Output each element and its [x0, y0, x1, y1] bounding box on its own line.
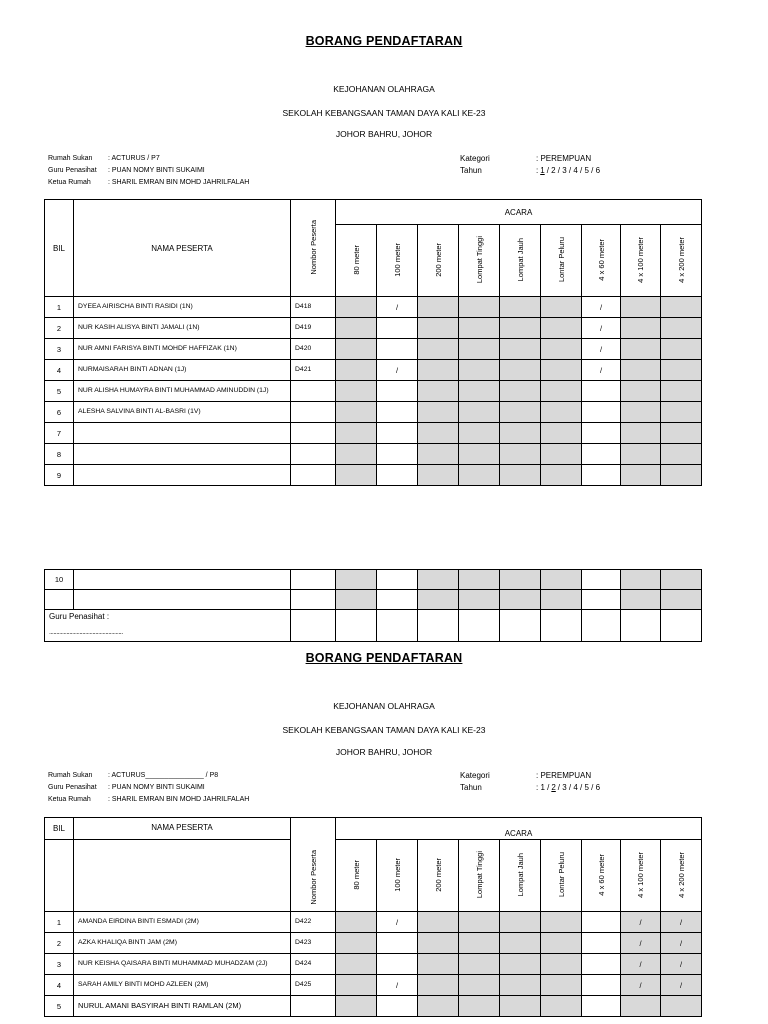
- event-mark-cell: [377, 570, 418, 590]
- event-mark-cell: [661, 444, 702, 465]
- event-header: 200 meter: [418, 840, 459, 912]
- event-header: Lompat Jauh: [500, 225, 541, 297]
- form1-ketua-row: [48, 179, 249, 186]
- continuation-rows: [45, 570, 702, 610]
- bil-cell: 1: [45, 297, 74, 318]
- form1-school-name: SEKOLAH KEBANGSAAN TAMAN DAYA KALI KE-23: [282, 108, 486, 118]
- form2-ketua-row: [48, 796, 249, 803]
- event-mark-cell: [418, 360, 459, 381]
- form1-kategori-row: [460, 154, 591, 163]
- event-header-row: [45, 840, 702, 912]
- table-row: [45, 570, 702, 590]
- event-mark-cell: [661, 381, 702, 402]
- event-header: 80 meter: [336, 225, 377, 297]
- event-mark-cell: /: [621, 975, 661, 996]
- event-mark-cell: [418, 933, 459, 954]
- kategori-value: : PEREMPUAN: [536, 154, 592, 163]
- event-mark-cell: [621, 339, 661, 360]
- nombor-cell: [291, 444, 336, 465]
- event-mark-cell: [336, 318, 377, 339]
- event-mark-cell: [418, 444, 459, 465]
- event-mark-cell: [541, 590, 582, 610]
- tahun-prefix: : 1 /: [536, 783, 550, 792]
- event-header: Lontar Peluru: [541, 840, 582, 912]
- event-mark-cell: [418, 954, 459, 975]
- nama-header: NAMA PESERTA: [74, 200, 291, 297]
- table-row: [45, 381, 702, 402]
- event-mark-cell: [661, 297, 702, 318]
- nama-cell: AZKA KHALIQA BINTI JAM (2M): [74, 933, 291, 954]
- table-row: [45, 318, 702, 339]
- event-mark-cell: [621, 996, 661, 1017]
- nama-cell: ALESHA SALVINA BINTI AL-BASRI (1V): [74, 402, 291, 423]
- event-mark-cell: /: [661, 975, 702, 996]
- event-mark-cell: [541, 954, 582, 975]
- tahun-label: Tahun: [460, 783, 482, 792]
- event-mark-cell: [582, 933, 621, 954]
- event-mark-cell: [418, 465, 459, 486]
- event-mark-cell: [541, 975, 582, 996]
- form1-tahun-row: [460, 166, 600, 175]
- nombor-cell: [291, 465, 336, 486]
- event-mark-cell: [459, 465, 500, 486]
- event-mark-cell: [582, 381, 621, 402]
- nama-cell: NUR KASIH ALISYA BINTI JAMALI (1N): [74, 318, 291, 339]
- event-mark-cell: /: [582, 339, 621, 360]
- event-mark-cell: [541, 912, 582, 933]
- event-mark-cell: [459, 912, 500, 933]
- event-mark-cell: /: [582, 360, 621, 381]
- event-mark-cell: [661, 590, 702, 610]
- event-mark-cell: [541, 996, 582, 1017]
- table-row: [45, 996, 702, 1017]
- form2-rumah-row: [48, 772, 218, 779]
- bil-cell: 4: [45, 360, 74, 381]
- event-mark-cell: [541, 444, 582, 465]
- event-mark-cell: [418, 297, 459, 318]
- nama-cell: [74, 590, 291, 610]
- table-row: [45, 975, 702, 996]
- event-mark-cell: /: [582, 318, 621, 339]
- kategori-label: Kategori: [460, 771, 490, 780]
- event-header: 4 x 60 meter: [582, 840, 621, 912]
- ketua-label: Ketua Rumah: [48, 179, 91, 186]
- event-mark-cell: [377, 444, 418, 465]
- event-mark-cell: [459, 975, 500, 996]
- bil-cell: 10: [45, 570, 74, 590]
- form2-guru-row: [48, 784, 205, 791]
- nombor-cell: D419: [291, 318, 336, 339]
- event-mark-cell: [661, 360, 702, 381]
- guru-sign-line: ...................................................: [49, 629, 123, 636]
- event-header: Lompat Jauh: [500, 840, 541, 912]
- event-mark-cell: [661, 570, 702, 590]
- event-mark-cell: /: [661, 933, 702, 954]
- event-mark-cell: [459, 423, 500, 444]
- nombor-cell: [291, 570, 336, 590]
- form1-continuation-table: [44, 569, 702, 642]
- event-mark-cell: [621, 465, 661, 486]
- tahun-rest: / 3 / 4 / 5 / 6: [557, 783, 601, 792]
- guru-label: Guru Penasihat: [48, 167, 97, 174]
- event-mark-cell: [336, 339, 377, 360]
- nombor-cell: [291, 381, 336, 402]
- event-mark-cell: [621, 297, 661, 318]
- event-mark-cell: [541, 423, 582, 444]
- event-mark-cell: [582, 590, 621, 610]
- bil-cell: 9: [45, 465, 74, 486]
- event-mark-cell: [500, 465, 541, 486]
- form2-rows: [45, 912, 702, 1017]
- form2-tahun-row: [460, 783, 600, 792]
- event-mark-cell: [377, 339, 418, 360]
- form2-school-name: SEKOLAH KEBANGSAAN TAMAN DAYA KALI KE-23: [282, 725, 486, 735]
- rumah-value: : ACTURUS_______________ / P8: [108, 772, 219, 779]
- nombor-header: Nombor Peserta: [291, 818, 336, 912]
- rumah-value: : ACTURUS / P7: [108, 155, 160, 162]
- guru-value: : PUAN NOMY BINTI SUKAIMI: [108, 784, 205, 791]
- nombor-cell: D424: [291, 954, 336, 975]
- form1-title: BORANG PENDAFTARAN: [305, 34, 463, 48]
- event-mark-cell: [661, 465, 702, 486]
- nombor-cell: [291, 402, 336, 423]
- event-header: 200 meter: [418, 225, 459, 297]
- form2-table: [44, 817, 702, 1017]
- nama-cell: NURUL AMANI BASYIRAH BINTI RAMLAN (2M): [74, 996, 291, 1017]
- event-mark-cell: [377, 402, 418, 423]
- table-row: [45, 465, 702, 486]
- event-mark-cell: [541, 570, 582, 590]
- nombor-cell: [291, 423, 336, 444]
- event-mark-cell: [541, 933, 582, 954]
- event-mark-cell: [500, 402, 541, 423]
- event-mark-cell: [541, 360, 582, 381]
- event-mark-cell: [377, 954, 418, 975]
- event-mark-cell: /: [377, 912, 418, 933]
- event-mark-cell: [459, 590, 500, 610]
- event-mark-cell: [621, 590, 661, 610]
- bil-empty: [45, 840, 74, 912]
- event-mark-cell: [336, 590, 377, 610]
- event-mark-cell: /: [661, 954, 702, 975]
- event-mark-cell: [336, 975, 377, 996]
- nama-cell: SARAH AMILY BINTI MOHD AZLEEN (2M): [74, 975, 291, 996]
- event-mark-cell: /: [582, 297, 621, 318]
- event-mark-cell: [418, 590, 459, 610]
- nombor-cell: D418: [291, 297, 336, 318]
- event-mark-cell: [459, 996, 500, 1017]
- event-mark-cell: [541, 318, 582, 339]
- event-mark-cell: [459, 570, 500, 590]
- event-header: 4 x 100 meter: [621, 225, 661, 297]
- bil-cell: 7: [45, 423, 74, 444]
- event-mark-cell: [500, 423, 541, 444]
- event-mark-cell: [621, 570, 661, 590]
- bil-cell: 4: [45, 975, 74, 996]
- event-mark-cell: [336, 570, 377, 590]
- guru-value: : PUAN NOMY BINTI SUKAIMI: [108, 167, 205, 174]
- event-mark-cell: /: [377, 360, 418, 381]
- event-mark-cell: [500, 570, 541, 590]
- table-row: [45, 402, 702, 423]
- event-mark-cell: [621, 444, 661, 465]
- event-mark-cell: [459, 933, 500, 954]
- event-header: 4 x 200 meter: [661, 225, 702, 297]
- event-mark-cell: [418, 423, 459, 444]
- event-mark-cell: [377, 423, 418, 444]
- table-row: [45, 933, 702, 954]
- event-mark-cell: /: [621, 912, 661, 933]
- event-mark-cell: [418, 402, 459, 423]
- event-mark-cell: [418, 975, 459, 996]
- form2-event-name: KEJOHANAN OLAHRAGA: [333, 701, 435, 711]
- nombor-header: Nombor Peserta: [291, 200, 336, 297]
- event-mark-cell: [582, 465, 621, 486]
- nama-cell: NUR KEISHA QAISARA BINTI MUHAMMAD MUHADZAM (2J): [74, 954, 291, 975]
- event-header: 100 meter: [377, 840, 418, 912]
- event-mark-cell: [500, 590, 541, 610]
- event-mark-cell: [377, 590, 418, 610]
- event-mark-cell: [459, 339, 500, 360]
- nama-cell: AMANDA EIRDINA BINTI ESMADI (2M): [74, 912, 291, 933]
- nama-empty: [74, 840, 291, 912]
- event-mark-cell: [661, 339, 702, 360]
- form2-location: JOHOR BAHRU, JOHOR: [335, 747, 433, 757]
- event-mark-cell: [661, 996, 702, 1017]
- event-mark-cell: [500, 912, 541, 933]
- form1-rumah-row: [48, 155, 160, 162]
- event-mark-cell: [377, 318, 418, 339]
- guru-label: Guru Penasihat: [48, 784, 97, 791]
- event-mark-cell: [582, 954, 621, 975]
- event-mark-cell: [582, 444, 621, 465]
- acara-header: ACARA: [336, 818, 702, 840]
- event-mark-cell: [336, 402, 377, 423]
- event-mark-cell: [459, 360, 500, 381]
- event-mark-cell: [377, 933, 418, 954]
- tahun-label: Tahun: [460, 166, 482, 175]
- event-mark-cell: [582, 423, 621, 444]
- event-mark-cell: [541, 339, 582, 360]
- event-mark-cell: [621, 381, 661, 402]
- bil-cell: 5: [45, 996, 74, 1017]
- kategori-label: Kategori: [460, 154, 490, 163]
- event-mark-cell: [541, 402, 582, 423]
- event-mark-cell: [500, 360, 541, 381]
- event-mark-cell: [336, 381, 377, 402]
- event-mark-cell: [541, 381, 582, 402]
- event-mark-cell: [582, 570, 621, 590]
- event-mark-cell: [459, 381, 500, 402]
- event-mark-cell: [336, 996, 377, 1017]
- event-header: 80 meter: [336, 840, 377, 912]
- tahun-selected: 1: [540, 166, 545, 175]
- bil-cell: 6: [45, 402, 74, 423]
- bil-cell: [45, 590, 74, 610]
- event-mark-cell: [621, 360, 661, 381]
- event-mark-cell: [500, 297, 541, 318]
- ketua-label: Ketua Rumah: [48, 796, 91, 803]
- event-mark-cell: [336, 360, 377, 381]
- nombor-cell: D420: [291, 339, 336, 360]
- nama-cell: [74, 465, 291, 486]
- table-row: [45, 339, 702, 360]
- event-mark-cell: /: [377, 975, 418, 996]
- event-mark-cell: [661, 318, 702, 339]
- event-mark-cell: [500, 933, 541, 954]
- event-mark-cell: [336, 444, 377, 465]
- event-mark-cell: [621, 423, 661, 444]
- rumah-label: Rumah Sukan: [48, 155, 93, 162]
- event-mark-cell: [418, 996, 459, 1017]
- event-mark-cell: [418, 381, 459, 402]
- event-mark-cell: [500, 444, 541, 465]
- event-mark-cell: [500, 318, 541, 339]
- event-mark-cell: [459, 297, 500, 318]
- guru-sign-cell: [45, 610, 291, 642]
- event-mark-cell: [459, 954, 500, 975]
- event-mark-cell: [377, 381, 418, 402]
- event-mark-cell: [459, 318, 500, 339]
- event-mark-cell: [541, 465, 582, 486]
- nombor-cell: [291, 996, 336, 1017]
- kategori-value: : PEREMPUAN: [536, 771, 592, 780]
- form1-table: [44, 199, 702, 486]
- nombor-cell: [291, 590, 336, 610]
- nombor-cell: D421: [291, 360, 336, 381]
- table-row: [45, 912, 702, 933]
- table-row: [45, 444, 702, 465]
- ketua-value: : SHARIL EMRAN BIN MOHD JAHRILFALAH: [108, 796, 250, 803]
- event-mark-cell: [418, 912, 459, 933]
- event-mark-cell: [336, 954, 377, 975]
- nombor-cell: D423: [291, 933, 336, 954]
- bil-cell: 3: [45, 339, 74, 360]
- event-mark-cell: [336, 423, 377, 444]
- event-mark-cell: /: [377, 297, 418, 318]
- event-mark-cell: [377, 465, 418, 486]
- event-mark-cell: [500, 339, 541, 360]
- event-header: Lontar Peluru: [541, 225, 582, 297]
- table-row: [45, 297, 702, 318]
- tahun-selected: 2: [551, 783, 556, 792]
- nama-cell: DYEEA AIRISCHA BINTI RASIDI (1N): [74, 297, 291, 318]
- event-mark-cell: [418, 570, 459, 590]
- bil-cell: 2: [45, 318, 74, 339]
- event-mark-cell: [661, 423, 702, 444]
- event-mark-cell: [621, 402, 661, 423]
- event-mark-cell: [582, 912, 621, 933]
- nombor-cell: D425: [291, 975, 336, 996]
- bil-cell: 3: [45, 954, 74, 975]
- event-mark-cell: [459, 444, 500, 465]
- event-mark-cell: [336, 297, 377, 318]
- event-mark-cell: [500, 954, 541, 975]
- event-mark-cell: [582, 996, 621, 1017]
- nama-cell: NURMAISARAH BINTI ADNAN (1J): [74, 360, 291, 381]
- form2-kategori-row: [460, 771, 591, 780]
- event-mark-cell: [541, 297, 582, 318]
- guru-sign-label: Guru Penasihat :: [49, 612, 110, 621]
- event-mark-cell: [500, 381, 541, 402]
- event-header: Lompat Tinggi: [459, 840, 500, 912]
- form1-guru-row: [48, 167, 205, 174]
- acara-header: ACARA: [336, 200, 702, 225]
- event-mark-cell: [500, 975, 541, 996]
- nama-cell: NUR ALISHA HUMAYRA BINTI MUHAMMAD AMINUDDIN (1J): [74, 381, 291, 402]
- form1-rows: [45, 297, 702, 486]
- bil-cell: 5: [45, 381, 74, 402]
- bil-header: BIL: [45, 200, 74, 297]
- guru-sign-row: [45, 610, 702, 642]
- form1-event-name: KEJOHANAN OLAHRAGA: [333, 84, 435, 94]
- event-header: Lompat Tinggi: [459, 225, 500, 297]
- nama-cell: [74, 570, 291, 590]
- bil-header: BIL: [45, 818, 74, 840]
- table-row: [45, 360, 702, 381]
- bil-cell: 1: [45, 912, 74, 933]
- table-row: [45, 954, 702, 975]
- event-mark-cell: /: [661, 912, 702, 933]
- nama-cell: NUR AMNI FARISYA BINTI MOHDF HAFFIZAK (1N): [74, 339, 291, 360]
- event-mark-cell: [500, 996, 541, 1017]
- event-mark-cell: [418, 339, 459, 360]
- event-mark-cell: [582, 975, 621, 996]
- nama-header: NAMA PESERTA: [74, 818, 291, 840]
- event-mark-cell: [459, 402, 500, 423]
- event-mark-cell: [336, 933, 377, 954]
- event-mark-cell: /: [621, 933, 661, 954]
- form2-title: BORANG PENDAFTARAN: [305, 651, 463, 665]
- event-mark-cell: [336, 465, 377, 486]
- bil-cell: 2: [45, 933, 74, 954]
- event-header: 4 x 60 meter: [582, 225, 621, 297]
- event-mark-cell: [336, 912, 377, 933]
- event-mark-cell: [582, 402, 621, 423]
- nama-cell: [74, 444, 291, 465]
- nama-cell: [74, 423, 291, 444]
- tahun-rest: / 2 / 3 / 4 / 5 / 6: [546, 166, 601, 175]
- event-mark-cell: [377, 996, 418, 1017]
- table-row: [45, 423, 702, 444]
- event-header: 4 x 200 meter: [661, 840, 702, 912]
- tahun-prefix: :: [536, 166, 539, 175]
- event-header: 100 meter: [377, 225, 418, 297]
- bil-cell: 8: [45, 444, 74, 465]
- event-mark-cell: [661, 402, 702, 423]
- form1-location: JOHOR BAHRU, JOHOR: [335, 129, 433, 139]
- nombor-cell: D422: [291, 912, 336, 933]
- event-mark-cell: [418, 318, 459, 339]
- event-header: 4 x 100 meter: [621, 840, 661, 912]
- table-row: [45, 590, 702, 610]
- ketua-value: : SHARIL EMRAN BIN MOHD JAHRILFALAH: [108, 179, 250, 186]
- event-mark-cell: /: [621, 954, 661, 975]
- event-mark-cell: [621, 318, 661, 339]
- rumah-label: Rumah Sukan: [48, 772, 93, 779]
